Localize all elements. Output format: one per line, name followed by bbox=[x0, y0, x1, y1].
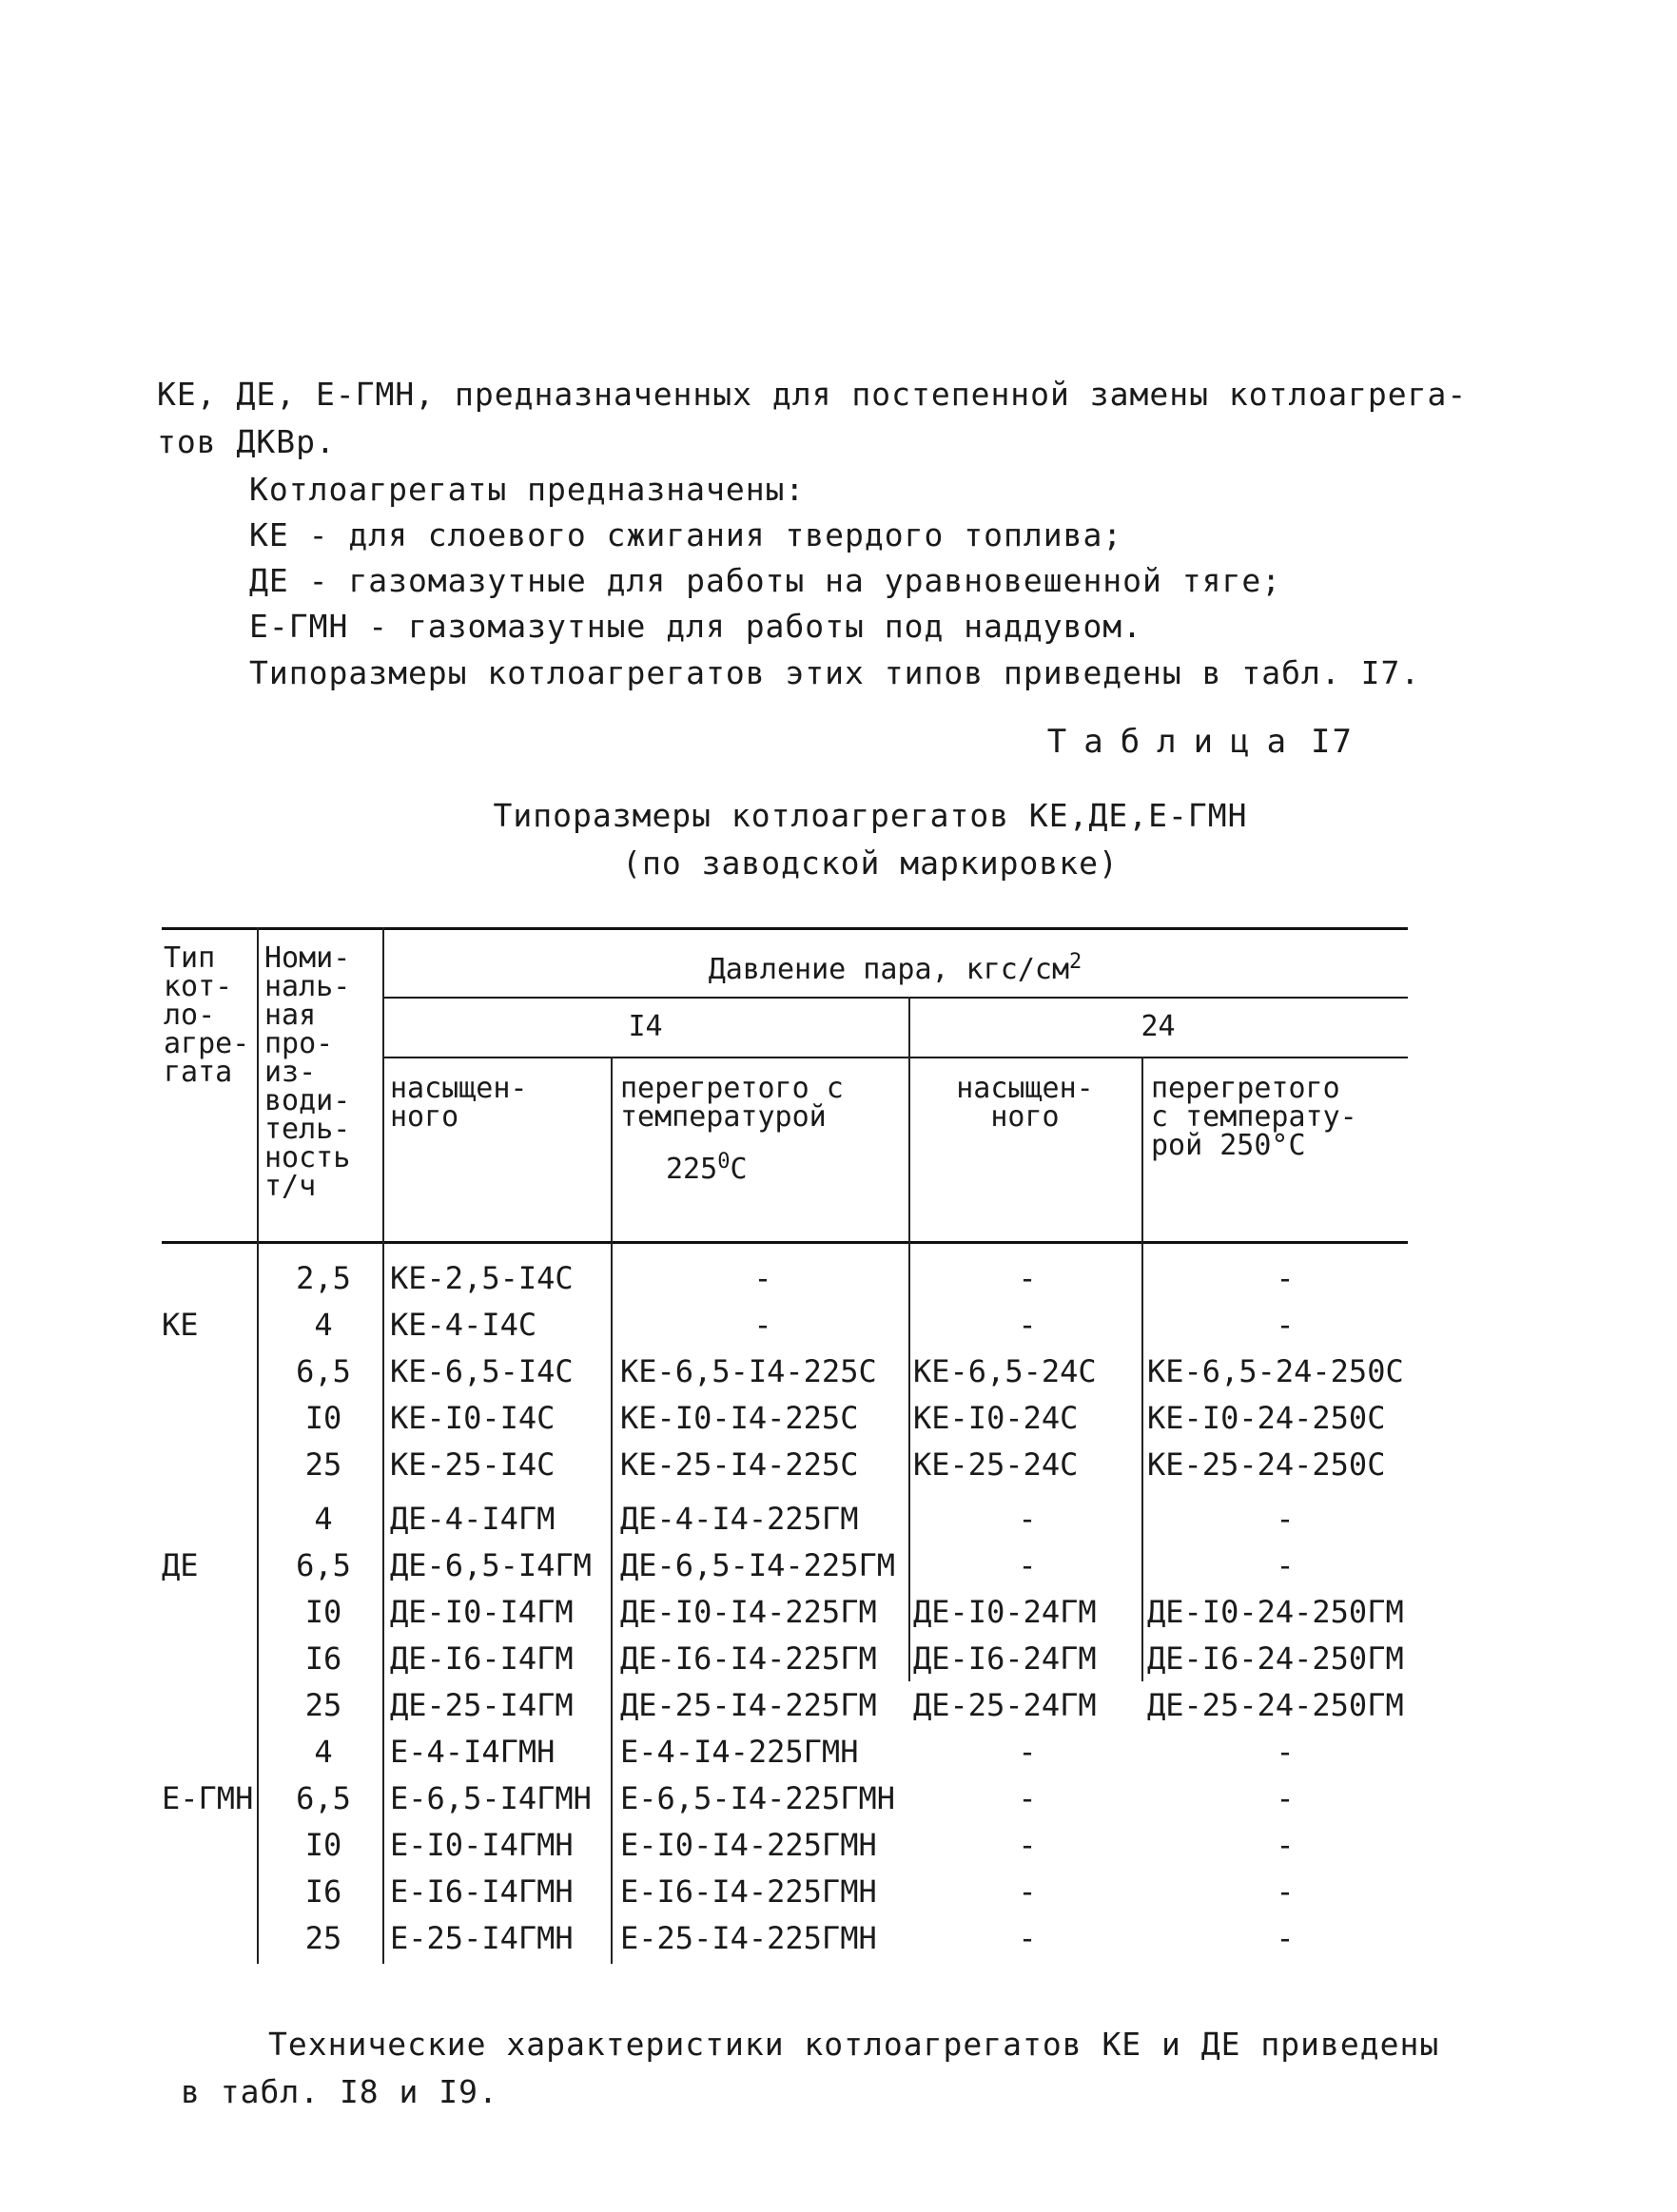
cell-sup14: - bbox=[753, 1307, 772, 1343]
cell-sup24: КЕ-25-24-250С bbox=[1147, 1446, 1386, 1483]
header-superheated-14: перегретого с температурой bbox=[620, 1072, 844, 1134]
cell-sat14: ДЕ-25-I4ГМ bbox=[390, 1687, 574, 1723]
col-rule-5 bbox=[1141, 1057, 1143, 1681]
cell-capacity: 4 bbox=[314, 1501, 333, 1537]
cell-sup24: КЕ-6,5-24-250С bbox=[1147, 1353, 1404, 1389]
cell-sat14: ДЕ-I6-I4ГМ bbox=[390, 1640, 574, 1677]
cell-sup14: ДЕ-6,5-I4-225ГМ bbox=[620, 1547, 895, 1583]
intro-line-3: Котлоагрегаты предназначены: bbox=[249, 471, 806, 508]
cell-sat24: - bbox=[1018, 1920, 1037, 1956]
cell-sat14: КЕ-4-I4С bbox=[390, 1307, 537, 1343]
cell-sup14: Е-I6-I4-225ГМН bbox=[620, 1873, 877, 1910]
cell-boiler-type: КЕ bbox=[162, 1307, 199, 1343]
cell-sup14: - bbox=[753, 1260, 772, 1296]
cell-sat14: ДЕ-6,5-I4ГМ bbox=[390, 1547, 592, 1583]
cell-sup24: - bbox=[1276, 1873, 1295, 1910]
cell-sup24: - bbox=[1276, 1307, 1295, 1343]
pressure-unit-exponent: 2 bbox=[1069, 950, 1082, 974]
cell-sup24: КЕ-I0-24-250С bbox=[1147, 1400, 1386, 1436]
cell-sat24: ДЕ-I6-24ГМ bbox=[913, 1640, 1097, 1677]
cell-sup24: ДЕ-25-24-250ГМ bbox=[1147, 1687, 1404, 1723]
cell-sat14: ДЕ-I0-I4ГМ bbox=[390, 1594, 574, 1630]
cell-sup14: ДЕ-I6-I4-225ГМ bbox=[620, 1640, 877, 1677]
sup14-unit: С bbox=[730, 1153, 748, 1186]
cell-sup24: ДЕ-I6-24-250ГМ bbox=[1147, 1640, 1404, 1677]
cell-sat14: Е-25-I4ГМН bbox=[390, 1920, 574, 1956]
cell-sup14: КЕ-I0-I4-225С bbox=[620, 1400, 859, 1436]
cell-sat14: КЕ-2,5-I4С bbox=[390, 1260, 574, 1296]
cell-sup14: ДЕ-25-I4-225ГМ bbox=[620, 1687, 877, 1723]
intro-line-1: КЕ, ДЕ, Е-ГМН, предназначенных для постепенной замены котлоагрега- bbox=[157, 376, 1468, 413]
sup14-degree: 0 bbox=[717, 1150, 731, 1174]
cell-sat24: - bbox=[1018, 1501, 1037, 1537]
cell-sat24: ДЕ-25-24ГМ bbox=[913, 1687, 1097, 1723]
cell-sat24: - bbox=[1018, 1873, 1037, 1910]
cell-sup14: ДЕ-4-I4-225ГМ bbox=[620, 1501, 859, 1537]
cell-sup24: ДЕ-I0-24-250ГМ bbox=[1147, 1594, 1404, 1630]
cell-capacity: I6 bbox=[304, 1873, 342, 1910]
table-label-word: Таблица bbox=[1046, 723, 1304, 761]
intro-line-6: Е-ГМН - газомазутные для работы под наддувом. bbox=[249, 608, 1143, 645]
header-bottom-rule bbox=[162, 1241, 1408, 1244]
cell-sat14: Е-4-I4ГМН bbox=[390, 1734, 556, 1770]
pressure-label: Давление пара, кгс/см bbox=[708, 953, 1070, 986]
sup14-temp-value: 225 bbox=[666, 1153, 718, 1186]
cell-sat24: - bbox=[1018, 1827, 1037, 1863]
header-pressure-14: I4 bbox=[628, 1010, 663, 1043]
cell-sup14: Е-25-I4-225ГМН bbox=[620, 1920, 877, 1956]
cell-capacity: 4 bbox=[314, 1734, 333, 1770]
cell-sat14: КЕ-6,5-I4С bbox=[390, 1353, 574, 1389]
intro-line-4: КЕ - для слоевого сжигания твердого топлива; bbox=[249, 516, 1123, 553]
cell-sup14: Е-I0-I4-225ГМН bbox=[620, 1827, 877, 1863]
cell-capacity: I0 bbox=[304, 1827, 342, 1863]
cell-boiler-type: Е-ГМН bbox=[162, 1780, 254, 1816]
cell-sat24: - bbox=[1018, 1260, 1037, 1296]
cell-sup14: Е-6,5-I4-225ГМН bbox=[620, 1780, 895, 1816]
table-title-line-1: Типоразмеры котлоагрегатов КЕ,ДЕ,Е-ГМН bbox=[493, 797, 1248, 834]
cell-sat14: КЕ-25-I4С bbox=[390, 1446, 556, 1483]
cell-capacity: 6,5 bbox=[296, 1353, 351, 1389]
header-superheated-24: перегретого с температу- рой 250°С bbox=[1151, 1072, 1357, 1162]
header-type: Тип кот- ло- агре- гата bbox=[164, 941, 250, 1089]
cell-sat24: КЕ-I0-24С bbox=[913, 1400, 1079, 1436]
header-saturated-24: насыщен- ного bbox=[956, 1072, 1094, 1134]
cell-sup14: КЕ-6,5-I4-225С bbox=[620, 1353, 877, 1389]
header-saturated-14: насыщен- ного bbox=[390, 1072, 528, 1134]
cell-capacity: I0 bbox=[304, 1400, 342, 1436]
cell-sat24: - bbox=[1018, 1547, 1037, 1583]
cell-sup14: ДЕ-I0-I4-225ГМ bbox=[620, 1594, 877, 1630]
cell-capacity: 6,5 bbox=[296, 1547, 351, 1583]
header-superheated-14-temp bbox=[666, 1148, 748, 1184]
cell-capacity: 6,5 bbox=[296, 1780, 351, 1816]
cell-capacity: 25 bbox=[304, 1446, 342, 1483]
col-rule-1 bbox=[257, 927, 259, 1964]
cell-sup14: Е-4-I4-225ГМН bbox=[620, 1734, 859, 1770]
cell-sat14: Е-I0-I4ГМН bbox=[390, 1827, 574, 1863]
cell-capacity: 25 bbox=[304, 1687, 342, 1723]
table-top-rule bbox=[162, 927, 1408, 930]
col-rule-3 bbox=[611, 1057, 613, 1964]
cell-sat24: КЕ-6,5-24С bbox=[913, 1353, 1097, 1389]
cell-sup24: - bbox=[1276, 1827, 1295, 1863]
cell-sat24: КЕ-25-24С bbox=[913, 1446, 1079, 1483]
header-pressure-24: 24 bbox=[1141, 1010, 1176, 1043]
pressure-values-rule bbox=[382, 1057, 1408, 1058]
cell-capacity: 4 bbox=[314, 1307, 333, 1343]
table-title-line-2: (по заводской маркировке) bbox=[622, 844, 1119, 882]
cell-sat14: КЕ-I0-I4С bbox=[390, 1400, 556, 1436]
cell-sat14: ДЕ-4-I4ГМ bbox=[390, 1501, 556, 1537]
intro-line-7: Типоразмеры котлоагрегатов этих типов приведены в табл. I7. bbox=[249, 654, 1421, 691]
outro-line-2: в табл. I8 и I9. bbox=[181, 2073, 498, 2110]
cell-sat14: Е-6,5-I4ГМН bbox=[390, 1780, 592, 1816]
header-capacity: Номи- наль- ная про- из- води- тель- ность т/ч bbox=[264, 941, 351, 1203]
cell-sup24: - bbox=[1276, 1547, 1295, 1583]
table-label bbox=[1047, 723, 1354, 761]
cell-capacity: I6 bbox=[304, 1640, 342, 1677]
cell-sup24: - bbox=[1276, 1260, 1295, 1296]
header-pressure bbox=[382, 948, 1408, 984]
pressure-rule bbox=[382, 997, 1408, 999]
cell-capacity: 2,5 bbox=[296, 1260, 351, 1296]
cell-sup14: КЕ-25-I4-225С bbox=[620, 1446, 859, 1483]
cell-sat24: - bbox=[1018, 1780, 1037, 1816]
cell-boiler-type: ДЕ bbox=[162, 1547, 199, 1583]
cell-sat24: - bbox=[1018, 1307, 1037, 1343]
col-rule-2 bbox=[382, 927, 384, 1964]
table-label-number: I7 bbox=[1311, 723, 1354, 761]
intro-line-2: тов ДКВр. bbox=[157, 423, 336, 460]
cell-sat14: Е-I6-I4ГМН bbox=[390, 1873, 574, 1910]
cell-sat24: ДЕ-I0-24ГМ bbox=[913, 1594, 1097, 1630]
cell-sat24: - bbox=[1018, 1734, 1037, 1770]
cell-sup24: - bbox=[1276, 1780, 1295, 1816]
cell-sup24: - bbox=[1276, 1920, 1295, 1956]
cell-sup24: - bbox=[1276, 1734, 1295, 1770]
intro-line-5: ДЕ - газомазутные для работы на уравновешенной тяге; bbox=[249, 562, 1282, 599]
cell-capacity: 25 bbox=[304, 1920, 342, 1956]
outro-line-1: Технические характеристики котлоагрегатов КЕ и ДЕ приведены bbox=[268, 2026, 1440, 2063]
cell-capacity: I0 bbox=[304, 1594, 342, 1630]
cell-sup24: - bbox=[1276, 1501, 1295, 1537]
